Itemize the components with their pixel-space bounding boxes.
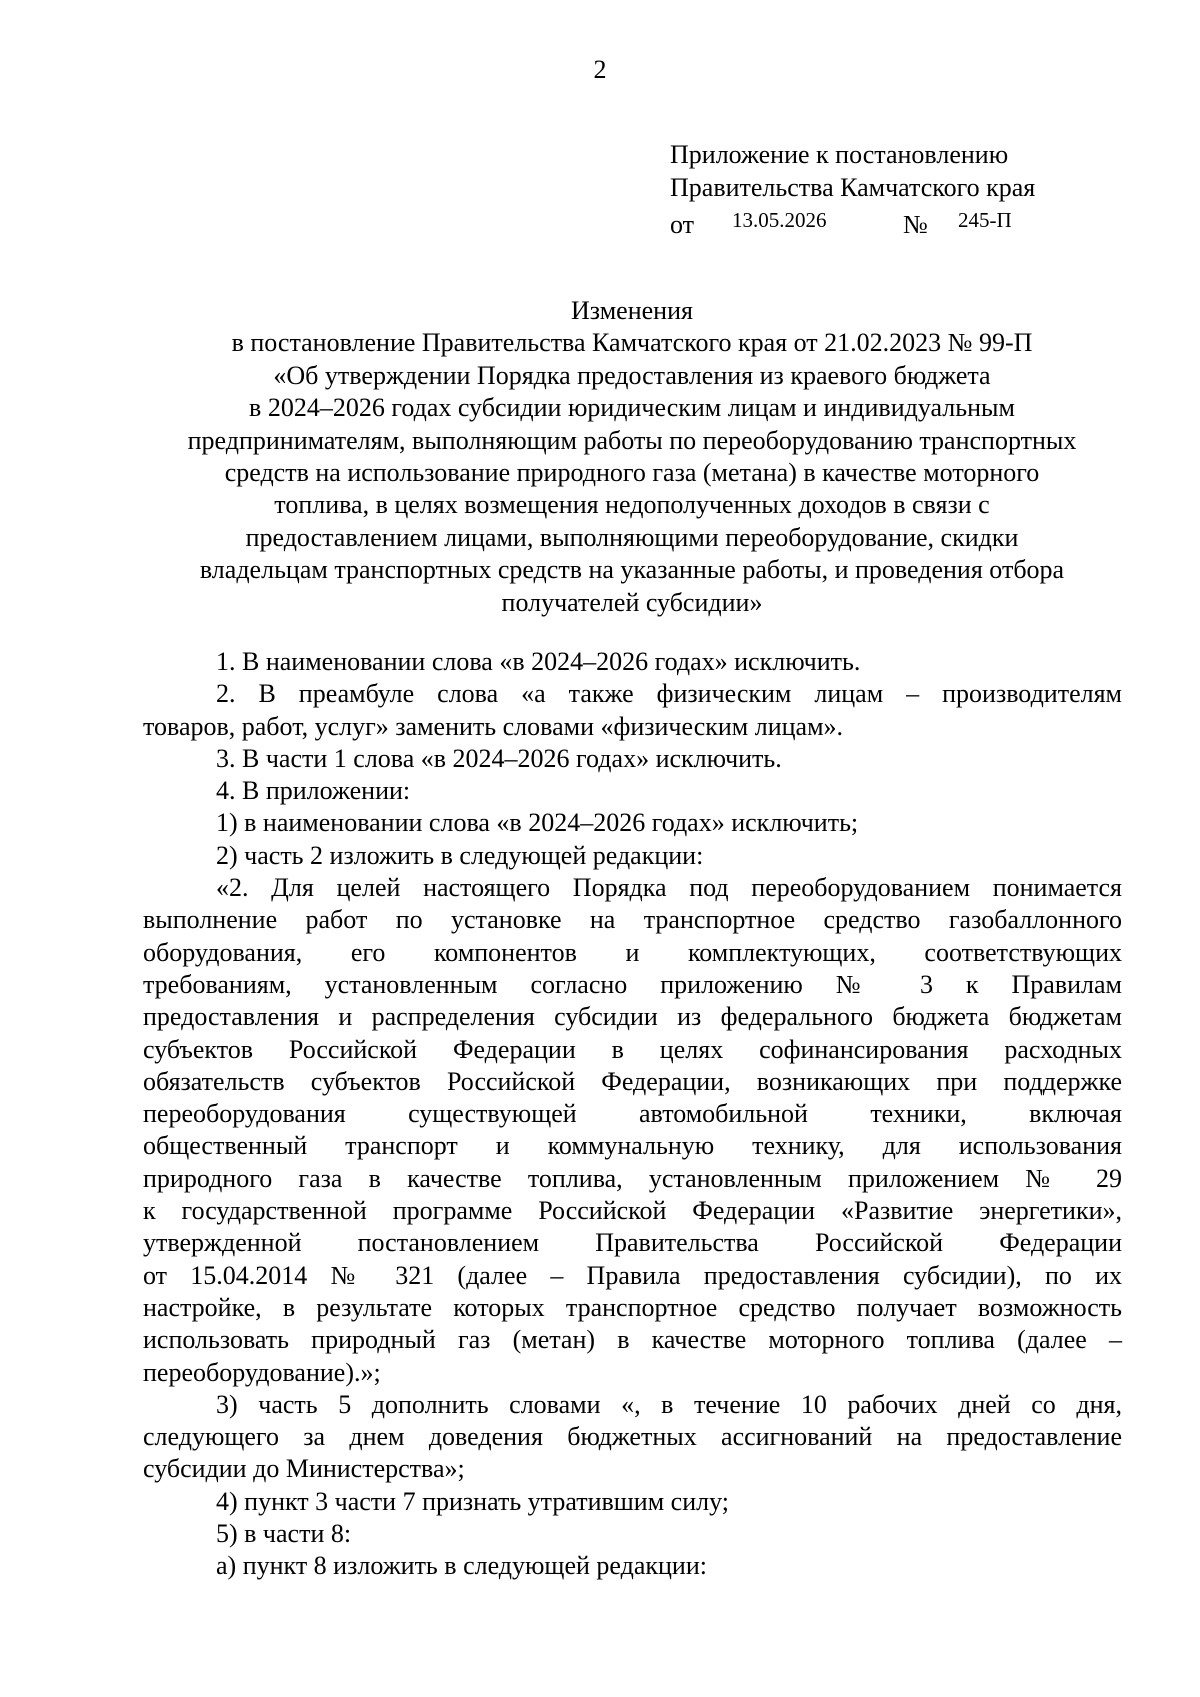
title-line: предпринимателям, выполняющим работы по переоборудованию транспортных [187, 425, 1077, 455]
body-line: 2) часть 2 изложить в следующей редакции: [216, 840, 704, 870]
appendix-line-1: Приложение к постановлению [670, 140, 1009, 169]
document-date: 13.05.2026 [732, 208, 827, 232]
body-line: субъектов Российской Федерации в целях софинансирования расходных [143, 1034, 1122, 1064]
body-line: 2. В преамбуле слова «а также физическим лицам – производителям [216, 679, 1122, 709]
body-line: а) пункт 8 изложить в следующей редакции: [216, 1551, 707, 1581]
page-number: 2 [593, 55, 607, 84]
body-line: обязательств субъектов Российской Федерации, возникающих при поддержке [143, 1066, 1122, 1096]
body-line: природного газа в качестве топлива, установленным приложением № 29 [143, 1163, 1122, 1193]
body-line: субсидии до Министерства»; [143, 1454, 465, 1484]
body-line: 1. В наименовании слова «в 2024–2026 годах» исключить. [216, 647, 861, 676]
document-body [143, 646, 1122, 1583]
body-line: утвержденной постановлением Правительства Российской Федерации [143, 1228, 1122, 1258]
body-line: товаров, работ, услуг» заменить словами «физическим лицам». [143, 711, 844, 741]
body-line: 1) в наименовании слова «в 2024–2026 годах» исключить; [216, 808, 859, 838]
body-line: «2. Для целей настоящего Порядка под переоборудованием понимается [216, 873, 1122, 903]
body-line: 5) в части 8: [216, 1519, 352, 1549]
body-line: общественный транспорт и коммунальную технику, для использования [143, 1131, 1122, 1161]
body-line: настройке, в результате которых транспортное средство получает возможность [143, 1292, 1122, 1322]
body-line: к государственной программе Российской Федерации «Развитие энергетики», [143, 1196, 1122, 1226]
document-title [140, 295, 1124, 619]
title-line: в 2024–2026 годах субсидии юридическим лицам и индивидуальным [249, 393, 1015, 423]
body-line: использовать природный газ (метан) в качестве моторного топлива (далее – [143, 1325, 1122, 1355]
date-prefix: от [670, 210, 695, 239]
title-line: владельцам транспортных средств на указанные работы, и проведения отбора [199, 555, 1065, 585]
appendix-line-2: Правительства Камчатского края [670, 173, 1036, 202]
title-line: получателей субсидии» [501, 587, 763, 617]
title-line: «Об утверждении Порядка предоставления из краевого бюджета [273, 360, 991, 390]
body-line: предоставления и распределения субсидии из федерального бюджета бюджетам [143, 1002, 1122, 1032]
body-line: переоборудование).»; [143, 1357, 381, 1387]
body-line: 3) часть 5 дополнить словами «, в течение 10 рабочих дней со дня, [216, 1389, 1122, 1419]
body-line: требованиям, установленным согласно приложению № 3 к Правилам [143, 969, 1122, 999]
appendix-date-line [670, 204, 1090, 238]
title-line: в постановление Правительства Камчатского края от 21.02.2023 № 99-П [231, 328, 1033, 358]
title-line: Изменения [571, 296, 693, 325]
number-sign: № [903, 210, 928, 239]
body-line: от 15.04.2014 № 321 (далее – Правила предоставления субсидии), по их [143, 1260, 1122, 1290]
body-line: 4) пункт 3 части 7 признать утратившим силу; [216, 1486, 729, 1516]
document-number: 245-П [958, 208, 1012, 232]
appendix-header [670, 138, 1090, 238]
title-line: средств на использование природного газа (метана) в качестве моторного [224, 458, 1040, 488]
body-line: 4. В приложении: [216, 776, 411, 806]
body-line: оборудования, его компонентов и комплектующих, соответствующих [143, 937, 1122, 967]
body-line: 3. В части 1 слова «в 2024–2026 годах» исключить. [216, 743, 782, 773]
title-line: топлива, в целях возмещения недополученных доходов в связи с [274, 490, 990, 520]
body-line: следующего за днем доведения бюджетных ассигнований на предоставление [143, 1422, 1122, 1452]
body-line: выполнение работ по установке на транспортное средство газобаллонного [143, 905, 1122, 935]
title-line: предоставлением лицами, выполняющими переоборудование, скидки [245, 522, 1019, 552]
body-line: переоборудования существующей автомобильной техники, включая [143, 1099, 1122, 1129]
